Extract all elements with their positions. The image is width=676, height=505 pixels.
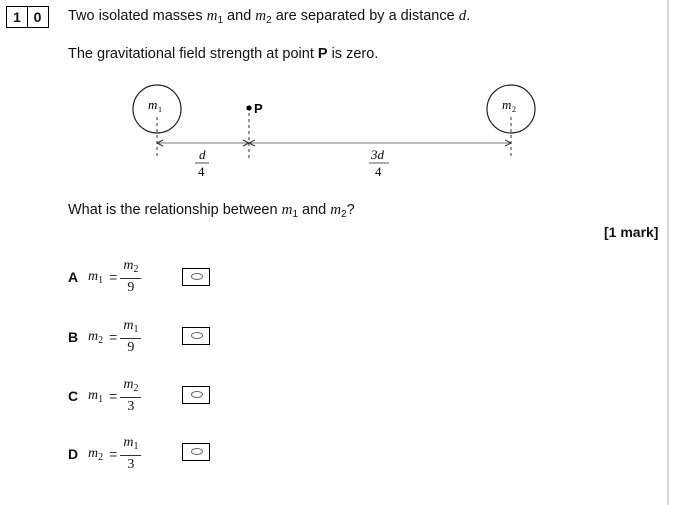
- option-letter: D: [68, 446, 79, 462]
- question-stem: Two isolated masses $m_1$ and $m_2$ are separated by a distance d.: [68, 8, 471, 26]
- option-b: B $m_2$ = $\frac{m_1}{9}$: [68, 317, 141, 357]
- question-number-digit: 1: [6, 6, 28, 28]
- option-a: A $m_1$ = $\frac{m_2}{9}$: [68, 257, 141, 297]
- answer-oval-icon: [191, 448, 203, 455]
- point-p-dot: [246, 105, 251, 110]
- option-fraction: $\frac{m_1}{3}$: [120, 435, 141, 473]
- point-statement: The gravitational field strength at point P is zero.: [68, 46, 379, 62]
- option-b-answer-box[interactable]: [182, 327, 210, 345]
- option-c: C $m_1$ = $\frac{m_2}{3}$: [68, 376, 141, 416]
- masses-diagram: [0, 0, 676, 200]
- relationship-question: What is the relationship between $m_1$ and $m_2$?: [68, 202, 355, 220]
- mass-1-label: m: [148, 97, 158, 112]
- mass-2-label: m: [502, 97, 512, 112]
- option-a-answer-box[interactable]: [182, 268, 210, 286]
- mass-2-sub: 2: [512, 105, 516, 114]
- distance-left-num: d: [199, 147, 206, 162]
- mark-allocation: [1 mark]: [604, 224, 659, 240]
- mass-1-sub: 1: [158, 105, 162, 114]
- distance-right-num: 3d: [371, 147, 384, 162]
- point-p-label: P: [254, 101, 263, 116]
- option-letter: A: [68, 269, 79, 285]
- option-fraction: $\frac{m_1}{9}$: [120, 318, 141, 356]
- answer-oval-icon: [191, 273, 203, 280]
- option-fraction: $\frac{m_2}{9}$: [120, 258, 141, 296]
- answer-oval-icon: [191, 391, 203, 398]
- distance-right-den: 4: [375, 164, 382, 179]
- option-c-answer-box[interactable]: [182, 386, 210, 404]
- distance-left-den: 4: [198, 164, 205, 179]
- option-letter: B: [68, 329, 79, 345]
- option-fraction: $\frac{m_2}{3}$: [120, 377, 141, 415]
- option-d: D $m_2$ = $\frac{m_1}{3}$: [68, 434, 141, 474]
- answer-oval-icon: [191, 332, 203, 339]
- option-d-answer-box[interactable]: [182, 443, 210, 461]
- question-number-digit: 0: [27, 6, 49, 28]
- option-letter: C: [68, 388, 79, 404]
